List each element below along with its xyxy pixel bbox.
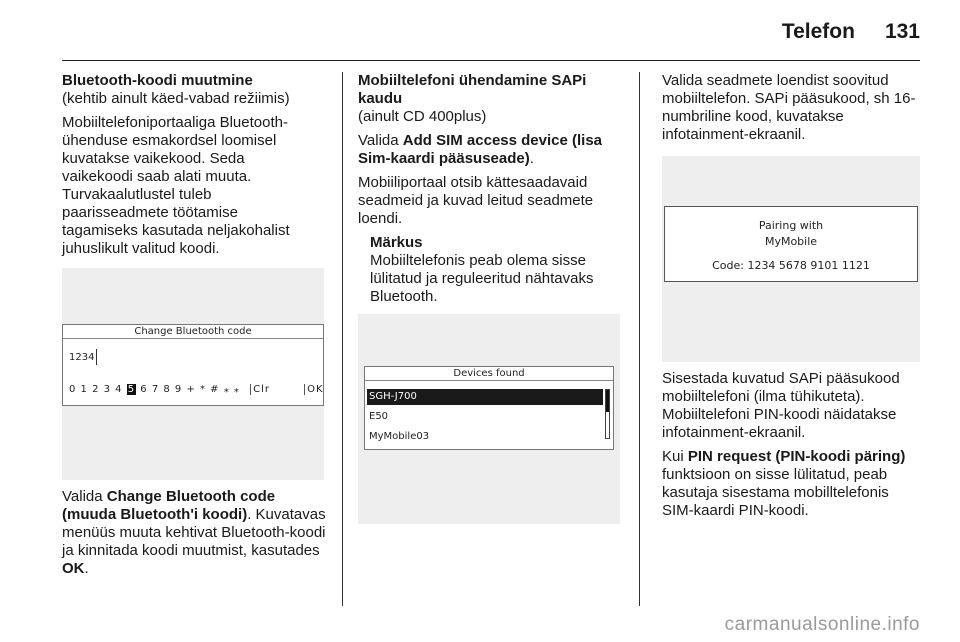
ok-term: OK (62, 560, 85, 577)
instruction-paragraph (358, 132, 620, 168)
column-2 (358, 72, 620, 532)
device-list-item: MyMobile03 (369, 431, 430, 442)
code-value: 1234 (69, 352, 95, 363)
screen-title: Devices found (365, 367, 613, 381)
key-row (69, 381, 324, 399)
selected-key: 5 (127, 384, 136, 395)
display-screen (664, 206, 918, 282)
section-subheading: (ainult CD 400plus) (358, 108, 487, 125)
section-heading: Mobiiltelefoni ühendamine SAPi kaudu (358, 72, 587, 107)
body-line: juhuslikult valitud koodi. (62, 240, 220, 257)
device-name: MyMobile (764, 235, 818, 248)
text-run: . (84, 560, 89, 577)
column-divider (342, 72, 343, 606)
body-line: ühenduse esmakordsel loomisel (62, 132, 277, 149)
display-screen (62, 324, 324, 406)
pairing-figure (662, 156, 920, 362)
device-list-item: SGH-J700 (367, 389, 603, 405)
menu-item-name: PIN request (PIN-koodi päring) (687, 448, 906, 465)
code-entry (69, 349, 97, 367)
pairing-title: Pairing with (758, 219, 824, 232)
display-screen (364, 366, 614, 450)
section-heading: Bluetooth-koodi muutmine (62, 72, 253, 89)
body-line: Turvakaalutlustel tuleb (62, 186, 212, 203)
body-paragraph: Mobiiliportaal otsib kättesaadavaid seadmeid ja kuvad leitud seadmete loendi. (358, 174, 594, 227)
section-subheading: (kehtib ainult käed-vabad režiimis) (62, 90, 290, 107)
body-paragraph: Sisestada kuvatud SAPi pääsukood mobiiltelefoni (ilma tühikuteta). Mobiiltelefoni PIN-koodi näidatakse infotainment-ekraanil. (662, 370, 900, 441)
column-3 (662, 72, 924, 526)
ok-key: OK (304, 384, 323, 395)
body-paragraph (62, 114, 332, 258)
text-run: Valida (62, 488, 103, 505)
text-run: Kui (662, 448, 684, 465)
note-text: Mobiiltelefonis peab olema sisse lülitatud ja reguleeritud nähtavaks Bluetooth. (370, 252, 594, 305)
instruction-paragraph (662, 448, 924, 520)
text-run: . Kuvatavas menüüs muuta kehtivat Bluetooth-koodi ja kinnitada koodi muutmist, kasutades (62, 506, 326, 559)
column-1 (62, 72, 332, 584)
chapter-title: Telefon (781, 20, 855, 43)
device-list-item: E50 (369, 411, 389, 422)
column-divider (639, 72, 640, 606)
devices-found-figure (358, 314, 620, 524)
list-scrollbar (605, 389, 610, 439)
menu-item-name: Add SIM access device (lisa Sim-kaardi pääsuseade) (358, 132, 603, 167)
pairing-code: Code: 1234 5678 9101 1121 (712, 259, 870, 272)
header-rule (62, 60, 920, 61)
instruction-paragraph (62, 488, 332, 578)
note-title: Märkus (370, 234, 423, 251)
clr-key: Clr (250, 384, 270, 395)
body-line: vaikekoodi saab alati muuta. (62, 168, 252, 185)
screen-title: Change Bluetooth code (63, 325, 323, 339)
body-line: Mobiiltelefoniportaaliga Bluetooth- (62, 114, 288, 131)
body-line: tagamiseks kasutada neljakohalist (62, 222, 290, 239)
text-run: Valida (358, 132, 399, 149)
text-run: . (529, 150, 534, 167)
key-group: 0 1 2 3 4 (69, 384, 123, 395)
body-paragraph: Valida seadmete loendist soovitud mobiiltelefon. SAPi pääsukood, sh 16-numbriline kood, kuvatakse infotainment-ekraanil. (662, 72, 916, 143)
text-run: funktsioon on sisse lülitatud, peab kasutaja sisestama mobilltelefonis SIM-kaardi PIN-koodi. (662, 466, 889, 519)
note-block (370, 234, 620, 306)
body-line: kuvatakse vaikekood. Seda (62, 150, 245, 167)
page-header (782, 20, 920, 48)
body-line: paarisseadmete töötamise (62, 204, 238, 221)
text-cursor (96, 349, 97, 365)
key-group: 6 7 8 9 + * # ⁎ ⁎ (140, 384, 240, 395)
scroll-thumb (606, 390, 609, 412)
watermark: carmanualsonline.info (724, 614, 920, 635)
change-code-figure (62, 268, 324, 480)
menu-item-name: Change Bluetooth code (muuda Bluetooth'i koodi) (62, 488, 276, 523)
page-number: 131 (884, 20, 920, 43)
